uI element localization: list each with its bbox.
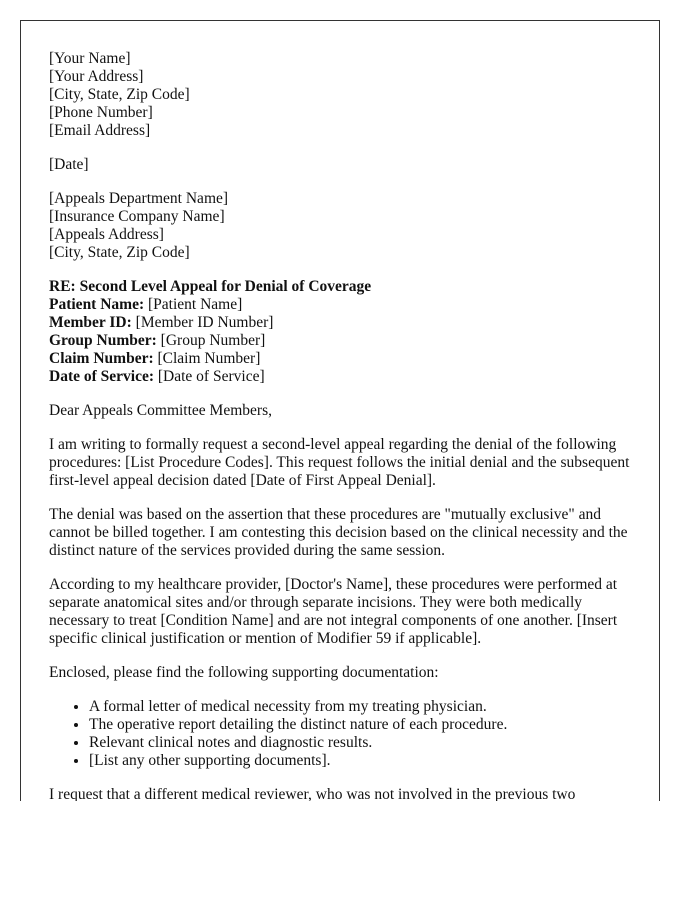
- subject-line: RE: Second Level Appeal for Denial of Coverage: [49, 278, 372, 295]
- sender-address-block: [49, 50, 639, 140]
- recipient-city-state-zip: [City, State, Zip Code]: [49, 244, 190, 261]
- supporting-documents-list: [49, 698, 639, 770]
- field-label: Group Number:: [49, 332, 157, 349]
- reference-field-group-number: [49, 332, 639, 350]
- reference-field-date-of-service: [49, 368, 639, 386]
- recipient-company: [Insurance Company Name]: [49, 208, 225, 225]
- recipient-department: [Appeals Department Name]: [49, 190, 229, 207]
- field-value: [Group Number]: [156, 332, 266, 349]
- list-item: • The operative report detailing the distinct nature of each procedure.: [89, 716, 639, 734]
- list-item: • Relevant clinical notes and diagnostic results.: [89, 734, 639, 752]
- field-label: Date of Service:: [49, 368, 155, 385]
- reference-field-member-id: [49, 314, 639, 332]
- body-paragraph-provider-justification: According to my healthcare provider, [Doctor's Name], these procedures were performed at separate anatomical sites and/or through separate incisions. They were both medically necessary to treat [Condition Name] and are not integral components of one another. [Insert specific clinical justification or mention of Modifier 59 if applicable].: [49, 576, 618, 647]
- body-paragraph-request: I am writing to formally request a second-level appeal regarding the denial of the following procedures: [List Procedure Codes]. This request follows the initial denial and the subsequent first-level appeal decision dated [Date of First Appeal Denial].: [49, 436, 630, 489]
- reference-field-claim-number: [49, 350, 639, 368]
- body-paragraph-denial-basis: The denial was based on the assertion that these procedures are "mutually exclusive" and cannot be billed together. I am contesting this decision based on the clinical necessity and the distinct nature of the services provided during the same session.: [49, 506, 628, 559]
- field-label: Patient Name:: [49, 296, 145, 313]
- field-label: Member ID:: [49, 314, 132, 331]
- sender-email: [Email Address]: [49, 122, 151, 139]
- field-label: Claim Number:: [49, 350, 154, 367]
- sender-address: [Your Address]: [49, 68, 144, 85]
- letter-page: [20, 20, 660, 801]
- letter-date: [Date]: [49, 156, 89, 173]
- field-value: [Member ID Number]: [131, 314, 274, 331]
- list-item: • A formal letter of medical necessity from my treating physician.: [89, 698, 639, 716]
- date-block: [49, 156, 639, 174]
- sender-city-state-zip: [City, State, Zip Code]: [49, 86, 190, 103]
- salutation: Dear Appeals Committee Members,: [49, 402, 272, 419]
- body-paragraph-enclosures-intro: Enclosed, please find the following supporting documentation:: [49, 664, 439, 681]
- field-value: [Claim Number]: [153, 350, 261, 367]
- letter-content: [49, 50, 639, 801]
- recipient-address-block: [49, 190, 639, 262]
- field-value: [Date of Service]: [154, 368, 265, 385]
- field-value: [Patient Name]: [144, 296, 243, 313]
- list-item: • [List any other supporting documents].: [89, 752, 639, 770]
- recipient-address: [Appeals Address]: [49, 226, 164, 243]
- body-paragraph-reviewer-request: I request that a different medical reviewer, who was not involved in the previous two: [49, 786, 576, 801]
- reference-block: [49, 278, 639, 386]
- reference-field-patient-name: [49, 296, 639, 314]
- sender-phone: [Phone Number]: [49, 104, 153, 121]
- sender-name: [Your Name]: [49, 50, 131, 67]
